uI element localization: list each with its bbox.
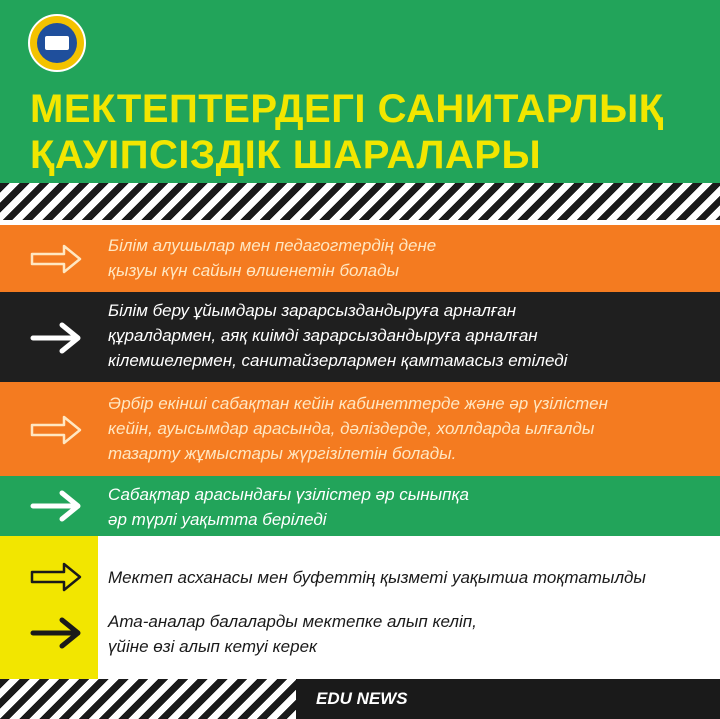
- measure-text-5: Мектеп асханасы мен буфеттің қызметі уақытша тоқтатылды: [108, 568, 646, 587]
- arrow-right-icon: [30, 322, 82, 354]
- title-line-1: МЕКТЕПТЕРДЕГІ САНИТАРЛЫҚ: [30, 87, 664, 131]
- hazard-stripe-top: [0, 183, 720, 220]
- measure-item-1: [0, 225, 720, 292]
- measure-text-2: Білім беру ұйымдары зарарсыздандыруға арналған құралдармен, аяқ киімді зарарсыздандыруға арналған кілемшелермен, санитайзерлармен қамтамасыз етіледі: [108, 301, 568, 370]
- measure-text-6: Ата-аналар балаларды мектепке алып келіп, үйіне өзі алып кетуі керек: [108, 612, 477, 656]
- arrow-right-icon: [30, 414, 82, 446]
- measure-text-3: Әрбір екінші сабақтан кейін кабинеттерде және әр үзілістен кейін, ауысымдар арасында, дәліздерде, холлдарда ылғалды тазарту жұмыстары жүргізілетін болады.: [108, 394, 608, 463]
- arrow-right-icon: [30, 617, 82, 649]
- measure-item-4: [0, 476, 720, 536]
- measure-item-5: [0, 555, 720, 600]
- measure-text-4: Сабақтар арасындағы үзілістер әр сыныпқа әр түрлі уақытта беріледі: [108, 485, 469, 529]
- footer-brand: EDU NEWS: [316, 689, 408, 708]
- ministry-emblem-icon: [28, 14, 86, 72]
- measure-item-2: [0, 292, 720, 382]
- header: [0, 0, 720, 183]
- arrow-right-icon: [30, 243, 82, 275]
- measure-item-6: [0, 605, 720, 675]
- hazard-stripe-bottom: [0, 679, 300, 719]
- footer: [296, 679, 720, 719]
- arrow-right-icon: [30, 490, 82, 522]
- measure-text-1: Білім алушылар мен педагогтердің дене қызуы күн сайын өлшенетін болады: [108, 236, 437, 280]
- title-line-2: ҚАУІПСІЗДІК ШАРАЛАРЫ: [30, 133, 542, 177]
- measure-item-3: [0, 382, 720, 476]
- page-title: [30, 86, 710, 178]
- arrow-right-icon: [30, 561, 82, 593]
